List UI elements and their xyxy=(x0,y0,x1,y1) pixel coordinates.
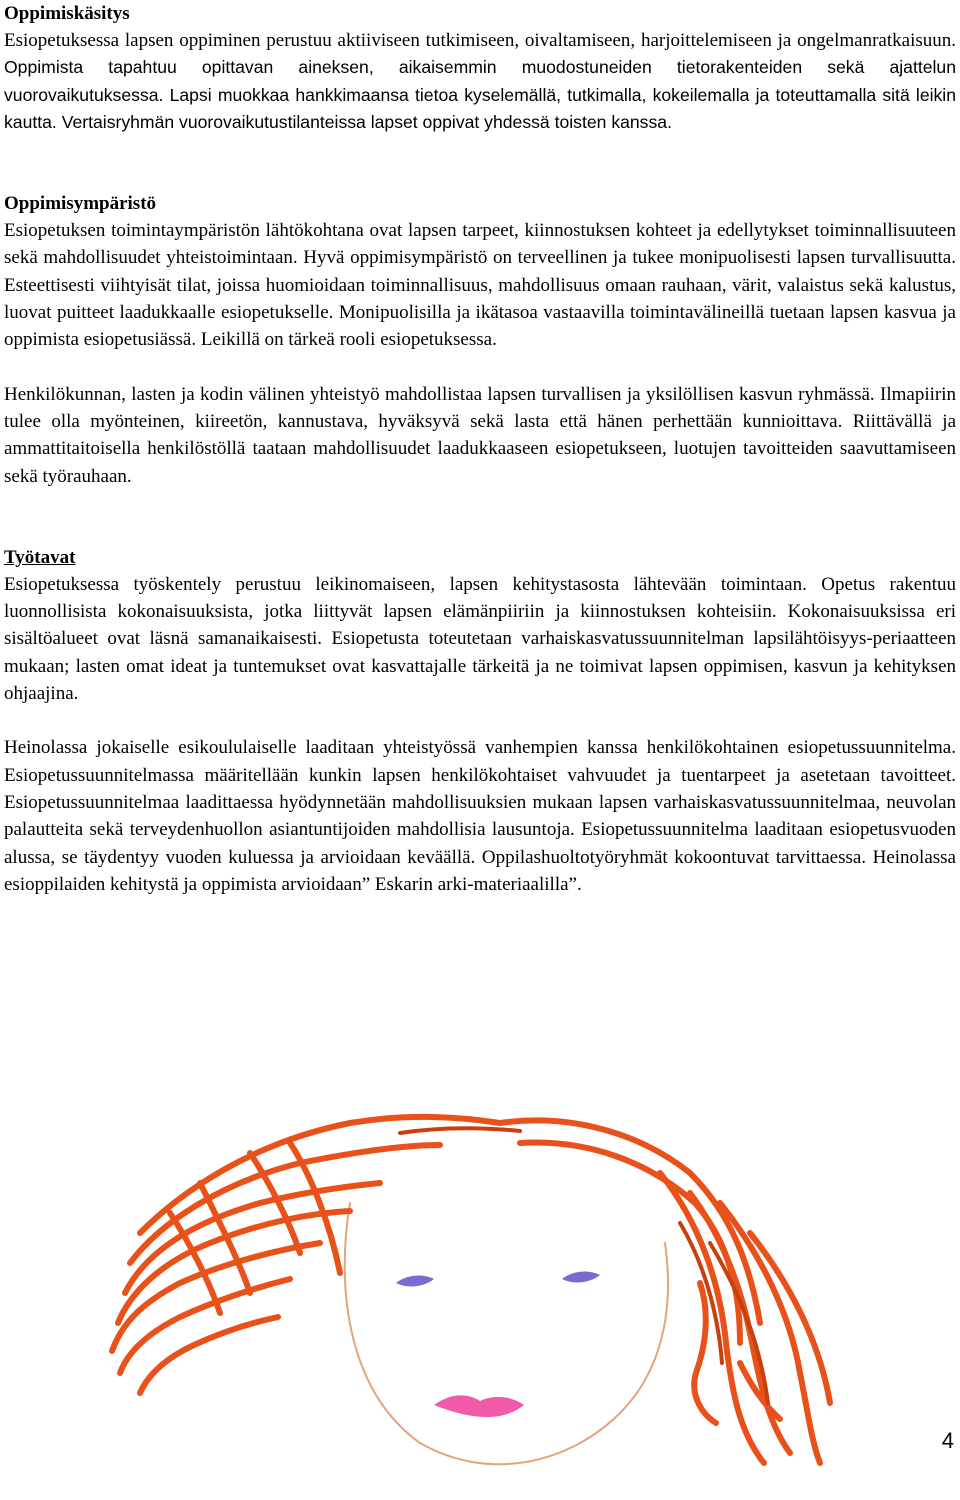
eye-right-icon xyxy=(562,1272,600,1283)
paragraph-tyotavat-2: Heinolassa jokaiselle esikoululaiselle laaditaan yhteistyössä vanhempien kanssa henkilökohtainen esiopetussuunnitelma. Esiopetussuunnitelmassa määritellään kunkin lapsen henkilökohtaiset vahvuudet ja tuentarpeet ja asetetaan tavoitteet. Esiopetussuunnitelmaa laadittaessa hyödynnetään mahdollisuuksien mukaan lapsen varhaiskasvatussuunnitelmaa, neuvolan palautteita sekä terveydenhuollon asiantuntijoiden mahdollisia lausuntoja. Esiopetussuunnitelma laaditaan esiopetusvuoden alussa, se täydentyy vuoden kuluessa ja arvioidaan keväällä. Oppilashuoltotyöryhmät kokoontuvat tarvittaessa. Heinolassa esioppilaiden kehitystä ja oppimista arvioidaan” Eskarin arki-materiaalilla”. xyxy=(4,737,956,895)
lips-icon xyxy=(434,1395,524,1417)
paragraph-oppimisymparisto-1: Esiopetuksen toimintaympäristön lähtökohtana ovat lapsen tarpeet, kiinnostuksen kohteet ja edellytykset toiminnallisuuteen sekä mahdollisuudet yhteistoimintaan. Hyvä oppimisympäristö on terveellinen ja tukee monipuolisesti lapsen turvallisuutta. Esteettisesti viihtyisät tilat, joissa huomioidaan toiminnallisuus, mahdollisuus omaan rauhaan, värit, valaistus sekä kalustus, luovat puitteet laadukkaalle esiopetukselle. Monipuolisilla ja ikätasoa vastaavilla toimintavälineillä tuetaan lapsen kasvua ja oppimista esiopetusiässä. Leikillä on tärkeä rooli esiopetuksessa. xyxy=(4,220,956,351)
document-body xyxy=(4,0,956,898)
paragraph-tyotavat-1: Esiopetuksessa työskentely perustuu leikinomaiseen, lapsen kehitystasosta lähtevään toimintaan. Opetus rakentuu luonnollisista kokonaisuuksista, jotka liittyvät lapsen elämänpiiriin ja kiinnostuksen kohteisiin. Kokonaisuuksissa eri sisältöalueet ovat läsnä samanaikaisesti. Esiopetusta toteutetaan varhaiskasvatussuunnitelman lapsilähtöisyys-periaatteen mukaan; lasten omat ideat ja tuntemukset ovat kasvattajalle tärkeitä ja ne toimivat lapsen oppimisen, kasvun ja kehityksen ohjaajina. xyxy=(4,573,956,705)
hair-left xyxy=(112,1117,500,1393)
eye-left-icon xyxy=(396,1276,434,1287)
paragraph-oppimiskasitys-part1: Esiopetuksessa lapsen oppiminen perustuu aktiiviseen tutkimiseen, oivaltamiseen, harjoittelemiseen ja ongelmanratkaisuun. xyxy=(4,30,956,51)
spacer xyxy=(4,490,956,544)
paragraph-oppimisymparisto-2: Henkilökunnan, lasten ja kodin välinen yhteistyö mahdollistaa lapsen turvallisen ja yksilöllisen kasvun ryhmässä. Ilmapiirin tulee olla myönteinen, kiireetön, kannustava, hyväksyvä sekä lasta että hänen perhettään kunnioittava. Riittävällä ja ammattitaitoisella henkilöstöllä taataan mahdollisuudet laadukkaaseen esiopetukseen, luotujen tavoitteiden saavuttamiseen sekä työrauhaan. xyxy=(4,383,956,487)
section-heading-oppimisymparisto: Oppimisympäristö xyxy=(4,193,157,215)
section-heading-tyotavat: Työtavat xyxy=(4,546,76,568)
section-heading-oppimiskasitys: Oppimiskäsitys xyxy=(4,3,130,24)
spacer xyxy=(4,136,956,190)
spacer xyxy=(4,707,956,734)
paragraph-oppimiskasitys-part2: Oppimista tapahtuu opittavan aineksen, aikaisemmin muodostuneiden tietorakenteiden sekä ajattelun vuorovaikutuksessa. Lapsi muokkaa hankkimaansa tietoa kyselemällä, tutkimalla, kokeilemalla ja toteuttamalla sitä leikin kautta. Vertaisryhmän vuorovaikutustilanteissa lapset oppivat yhdessä toisten kanssa. xyxy=(4,57,956,132)
spacer xyxy=(4,354,956,381)
child-face-drawing xyxy=(100,1083,920,1495)
page-number: 4 xyxy=(941,1428,954,1453)
paragraph-oppimiskasitys xyxy=(4,27,956,136)
hair-right xyxy=(500,1120,830,1463)
face-outline xyxy=(345,1203,668,1464)
